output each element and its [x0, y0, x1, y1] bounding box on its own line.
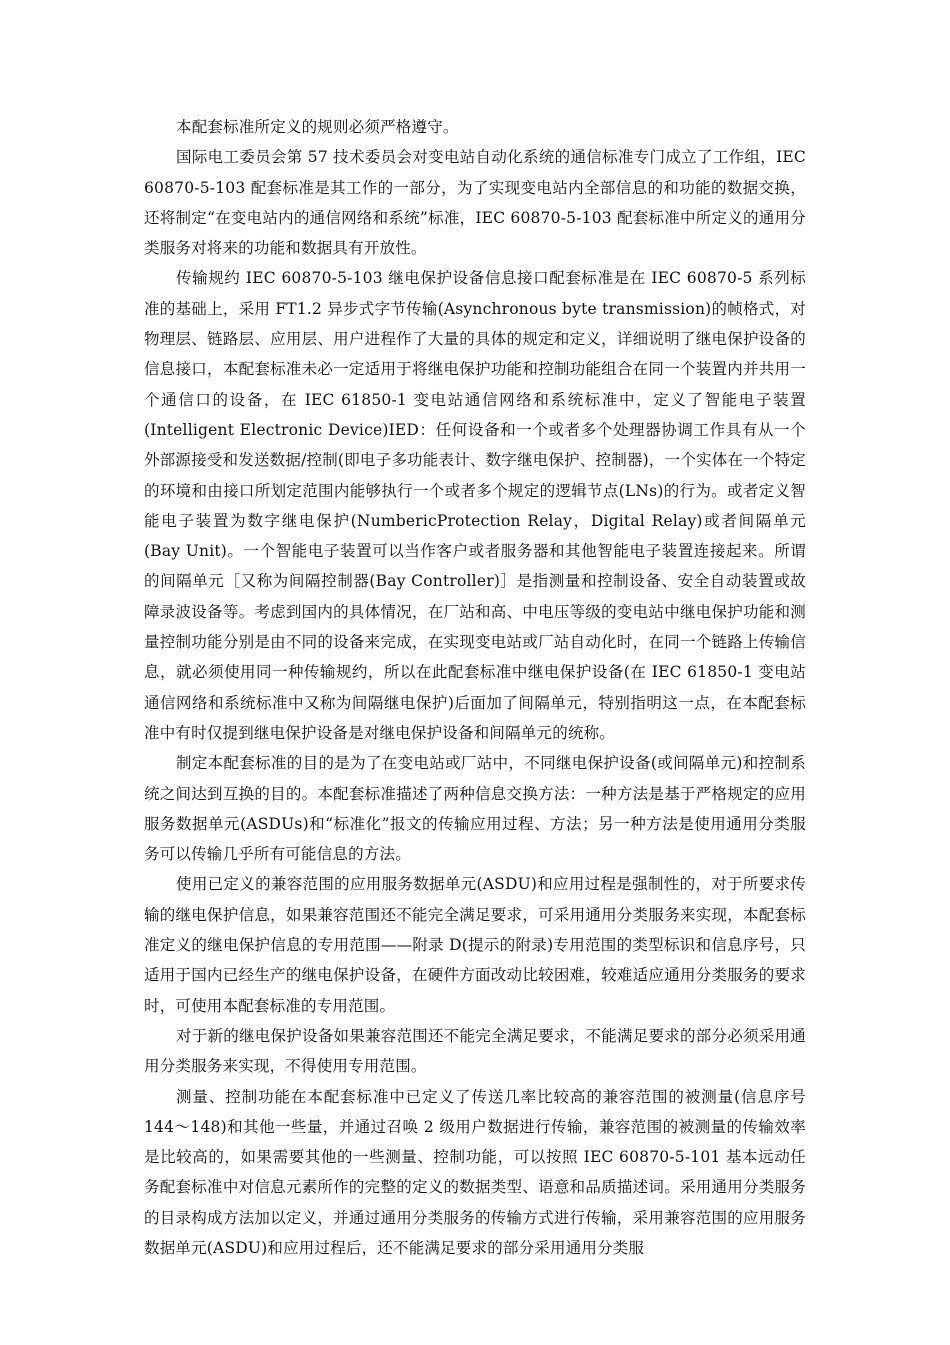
- paragraph-new-devices: 对于新的继电保护设备如果兼容范围还不能完全满足要求，不能满足要求的部分必须采用通用分类服务来实现，不得使用专用范围。: [144, 1026, 806, 1076]
- paragraph-measurement-control: 测量、控制功能在本配套标准中已定义了传送几率比较高的兼容范围的被测量(信息序号 144～148)和其他一些量，并通过召唤 2 级用户数据进行传输，兼容范围的被测量的传输效率是比较高的，如果需要其他的一些测量、控制功能，可以按照 IEC 60870-5-101 基本远动任务配套标准中对信息元素所作的完整的定义的数据类型、语意和品质描述词。采用通用分类服务的目录构成方法加以定义，并通过通用分类服务的传输方式进行传输，采用兼容范围的应用服务数据单元(ASDU)和应用过程后，还不能满足要求的部分采用通用分类服: [144, 1087, 806, 1257]
- paragraph-purpose: 制定本配套标准的目的是为了在变电站或厂站中，不同继电保护设备(或间隔单元)和控制系统之间达到互换的目的。本配套标准描述了两种信息交换方法：一种方法是基于严格规定的应用服务数据单元(ASDUs)和“标准化”报文的传输应用过程、方法；另一种方法是使用通用分类服务可以传输几乎所有可能信息的方法。: [144, 754, 806, 864]
- paragraph-protocol-description: 传输规约 IEC 60870-5-103 继电保护设备信息接口配套标准是在 IEC 60870-5 系列标准的基础上，采用 FT1.2 异步式字节传输(Asynchronous byte transmission)的帧格式，对物理层、链路层、应用层、用户进程作了大量的具体的规定和定义，详细说明了继电保护设备的信息接口，本配套标准未必一定适用于将继电保护功能和控制功能组合在同一个装置内并共用一个通信口的设备，在 IEC 61850-1 变电站通信网络和系统标准中，定义了智能电子装置(Intelligent Electronic Device)IED：任何设备和一个或者多个处理器协调工作具有从一个外部源接受和发送数据/控制(即电子多功能表计、数字继电保护、控制器)，一个实体在一个特定的环境和由接口所划定范围内能够执行一个或者多个规定的逻辑节点(LNs)的行为。或者定义智能电子装置为数字继电保护(NumbericProtection Relay，Digital Relay)或者间隔单元(Bay Unit)。一个智能电子装置可以当作客户或者服务器和其他智能电子装置连接起来。所谓的间隔单元［又称为间隔控制器(Bay Controller)］是指测量和控制设备、安全自动装置或故障录波设备等。考虑到国内的具体情况，在厂站和高、中电压等级的变电站中继电保护功能和测量控制功能分别是由不同的设备来完成，在实现变电站或厂站自动化时，在同一个链路上传输信息，就必须使用同一种传输规约，所以在此配套标准中继电保护设备(在 IEC 61850-1 变电站通信网络和系统标准中又称为间隔继电保护)后面加了间隔单元，特别指明这一点，在本配套标准中有时仅提到继电保护设备是对继电保护设备和间隔单元的统称。: [144, 269, 806, 742]
- paragraph-iec-tc57: 国际电工委员会第 57 技术委员会对变电站自动化系统的通信标准专门成立了工作组，IEC 60870-5-103 配套标准是其工作的一部分，为了实现变电站内全部信息的和功能的数据交换，还将制定“在变电站内的通信网络和系统”标准，IEC 60870-5-103 配套标准中所定义的通用分类服务对将来的功能和数据具有开放性。: [144, 148, 806, 258]
- paragraph-rules: 本配套标准所定义的规则必须严格遵守。: [176, 118, 459, 136]
- document-body: [144, 112, 806, 1263]
- paragraph-compatible-range: 使用已定义的兼容范围的应用服务数据单元(ASDU)和应用过程是强制性的，对于所要求传输的继电保护信息，如果兼容范围还不能完全满足要求，可采用通用分类服务来实现，本配套标准定义的继电保护信息的专用范围——附录 D(提示的附录)专用范围的类型标识和信息序号，只适用于国内已经生产的继电保护设备，在硬件方面改动比较困难，较难适应通用分类服务的要求时，可使用本配套标准的专用范围。: [144, 875, 806, 1015]
